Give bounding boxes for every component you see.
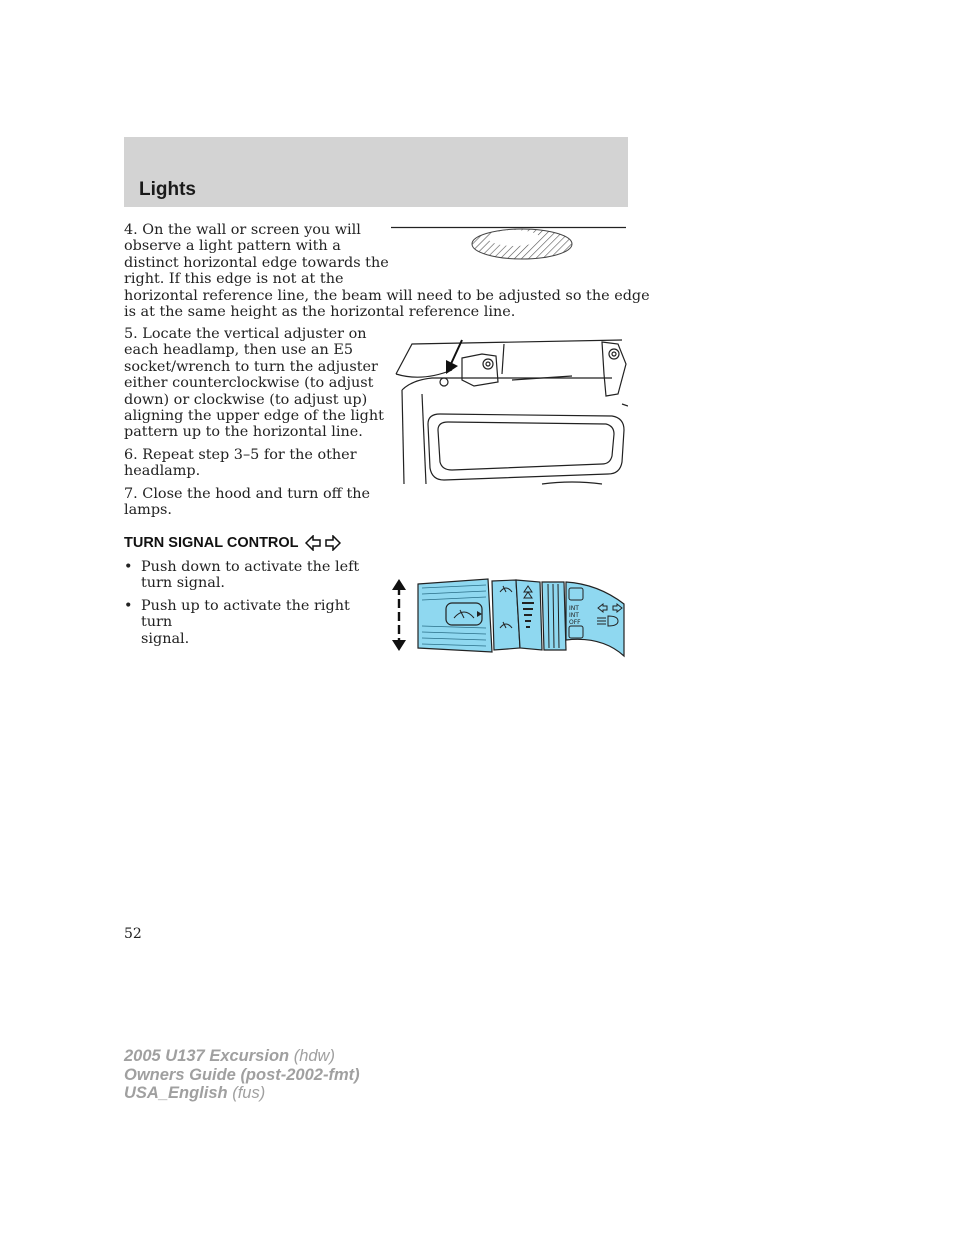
adjuster-pointer-arrow — [450, 340, 462, 366]
text-line: 7. Close the hood and turn off the — [124, 486, 371, 502]
text-line: 4. On the wall or screen you will — [124, 222, 361, 238]
text-line: socket/wrench to turn the adjuster — [124, 358, 378, 375]
wash-button — [446, 603, 482, 625]
footer-guide: Owners Guide (post-2002-fmt) — [124, 1065, 360, 1084]
footer-language: USA_English — [124, 1084, 228, 1102]
text-line: Push down to activate the left — [141, 559, 360, 575]
text-line: distinct horizontal edge towards the — [124, 254, 389, 271]
step-7-text — [124, 486, 370, 519]
headlamp-adjuster-illustration — [392, 334, 628, 490]
bullet-glyph: • — [124, 597, 133, 614]
turn-signal-arrows-icon — [305, 535, 341, 551]
text-line: either counterclockwise (to adjust — [124, 375, 374, 392]
text-line: lamps. — [124, 502, 172, 519]
text-line: 5. Locate the vertical adjuster on — [124, 326, 367, 342]
beam-hotspot — [488, 230, 540, 246]
text-line: aligning the upper edge of the light — [124, 408, 384, 425]
turn-signal-heading-text: TURN SIGNAL CONTROL — [124, 535, 299, 551]
footer-lang-code: (fus) — [227, 1084, 266, 1102]
section-title: Lights — [139, 179, 196, 200]
up-down-arrow-icon — [392, 579, 406, 651]
step-5-text — [124, 326, 384, 441]
bullet-glyph: • — [124, 559, 133, 575]
text-line: Push up to activate the right turn — [141, 597, 350, 631]
text-line: pattern up to the horizontal line. — [124, 424, 363, 441]
stalk-label: INT — [569, 612, 579, 619]
stalk-label: OFF — [569, 619, 581, 626]
footer-model: 2005 U137 Excursion — [124, 1047, 290, 1065]
text-line: is at the same height as the horizontal reference line. — [124, 304, 516, 321]
list-item — [124, 598, 384, 647]
turn-signal-instructions — [124, 559, 384, 647]
text-line: 6. Repeat step 3–5 for the other — [124, 447, 357, 463]
stalk-label: INT — [569, 605, 579, 612]
page-number: 52 — [124, 926, 142, 942]
turn-signal-heading — [124, 535, 341, 551]
text-line: right. If this edge is not at the — [124, 271, 344, 288]
text-line: observe a light pattern with a — [124, 238, 341, 255]
document-footer — [124, 1047, 360, 1103]
text-line: horizontal reference line, the beam will need to be adjusted so the edge — [124, 287, 650, 304]
light-pattern-illustration — [388, 222, 628, 274]
text-line: each headlamp, then use an E5 — [124, 342, 353, 359]
text-line: down) or clockwise (to adjust up) — [124, 391, 368, 408]
wiper-speed-ring — [492, 580, 520, 650]
footer-code: (hdw) — [289, 1047, 335, 1065]
text-line: headlamp. — [124, 463, 201, 480]
list-item — [124, 559, 384, 592]
text-line: signal. — [141, 630, 190, 647]
section-header-band — [124, 137, 628, 207]
turn-signal-stalk-illustration — [388, 576, 628, 658]
text-line: turn signal. — [141, 575, 225, 592]
step-6-text — [124, 447, 357, 480]
